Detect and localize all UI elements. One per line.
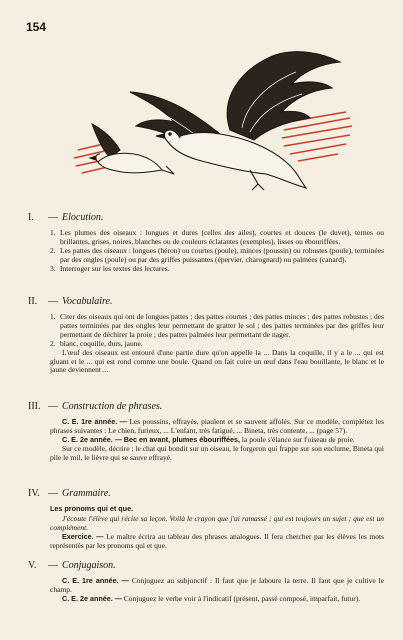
list-item: 2. blanc, coquille, durs, jaune. <box>50 338 143 348</box>
paragraph: L'œuf des oiseaux est entouré d'une partie dure qu'on appelle la ... Dans la coquille, il y a le ... qui est gluant et le ... qui est rond comme une boule. Quand on fait cuire un œuf dans l'eau bouillante, le blanc et le jaune deviennent ... <box>50 347 384 375</box>
section-title: Grammaire. <box>62 488 111 499</box>
paragraph: C. E. 1re année. — Les poussins, effrayés, piaulent et se sauvent affolés. Sur ce modèle, complétez les phrases suivantes : Le chien, furieux, ... L'enfant, très fatigué, ... Bineta, très contente, ... (page 57). <box>50 417 385 435</box>
section-heading: V. — Conjugaison. <box>28 560 116 571</box>
section-conjugaison <box>28 560 384 604</box>
paragraph: C. E. 1re année. — Conjuguez au subjonctif : Il faut que je laboure la terre. Il faut que je cultive le champ. <box>50 576 385 594</box>
section-title: Elocution. <box>62 212 104 223</box>
section-title: Construction de phrases. <box>62 401 163 412</box>
section-number: V. <box>28 560 37 571</box>
section-number: II. <box>28 296 38 307</box>
page-number: 154 <box>26 20 47 34</box>
section-number: I. <box>28 212 34 223</box>
section-number: III. <box>28 401 41 412</box>
subtitle: Les pronoms qui et que. <box>50 504 134 513</box>
section-heading: I. — Elocution. <box>28 212 104 223</box>
paragraph: Sur ce modèle, décrire : le chat qui bondit sur un oiseau, le forgeron qui frappe sur son enclume, Bineta qui pile le mil, le lièvre qui se sauve effrayé. <box>50 443 384 462</box>
list-item: 3. Interroger sur les textes des lectures. <box>50 263 170 273</box>
section-heading: IV. — Grammaire. <box>28 488 111 499</box>
paragraph: Exercice. — Le maître écrira au tableau des phrases analogues. Il fera chercher par les élèves les mots représentés par les pronoms qui et que. <box>50 531 385 550</box>
paragraph: C. E. 2e année. — Bec en avant, plumes ébouriffées, la poule s'élance sur l'oiseau de proie. <box>62 434 355 444</box>
section-grammaire <box>28 488 384 551</box>
section-title: Vocabulaire. <box>62 296 113 307</box>
list-item: 1. Les plumes des oiseaux : longues et dures (celles des ailes), courtes et douces (le duvet), ternes ou brillantes, grises, noires, blanches ou de couleurs éclatantes (exemples), lisses ou ébouriffées. <box>50 228 384 246</box>
section-construction <box>28 401 384 463</box>
list-item: 1. Citer des oiseaux qui ont de longues pattes ; des pattes courtes ; des pattes minces ; des pattes robustes ; des pattes terminées par des ongles leur permettant de gratter le sol ; des pattes terminées par des griffes leur permettant de déchirer la proie ; des pattes palmées leur permettant de nager. <box>50 312 384 339</box>
section-vocabulaire <box>28 296 384 375</box>
section-heading: III. — Construction de phrases. <box>28 401 163 412</box>
section-title: Conjugaison. <box>62 560 116 571</box>
paragraph: J'écoute l'élève qui récite sa leçon. Voilà le crayon que j'ai ramassé ; qui est toujours un sujet ; que est un complément. <box>50 513 384 532</box>
section-heading: II. — Vocabulaire. <box>28 296 113 307</box>
list-item: 2. Les pattes des oiseaux : longues (héron) ou courtes (poule), minces (poussin) ou robustes (poule), terminées par des ongles (poule) ou par des griffes puissantes (épervier, charognard) ou palmées (canard). <box>50 245 384 264</box>
section-number: IV. <box>28 488 40 499</box>
paragraph: C. E. 2e année. — Conjuguez le verbe voir à l'indicatif (présent, passé composé, imparfait, futur). <box>62 593 361 603</box>
section-elocution <box>28 212 384 274</box>
bird-illustration <box>70 50 370 200</box>
